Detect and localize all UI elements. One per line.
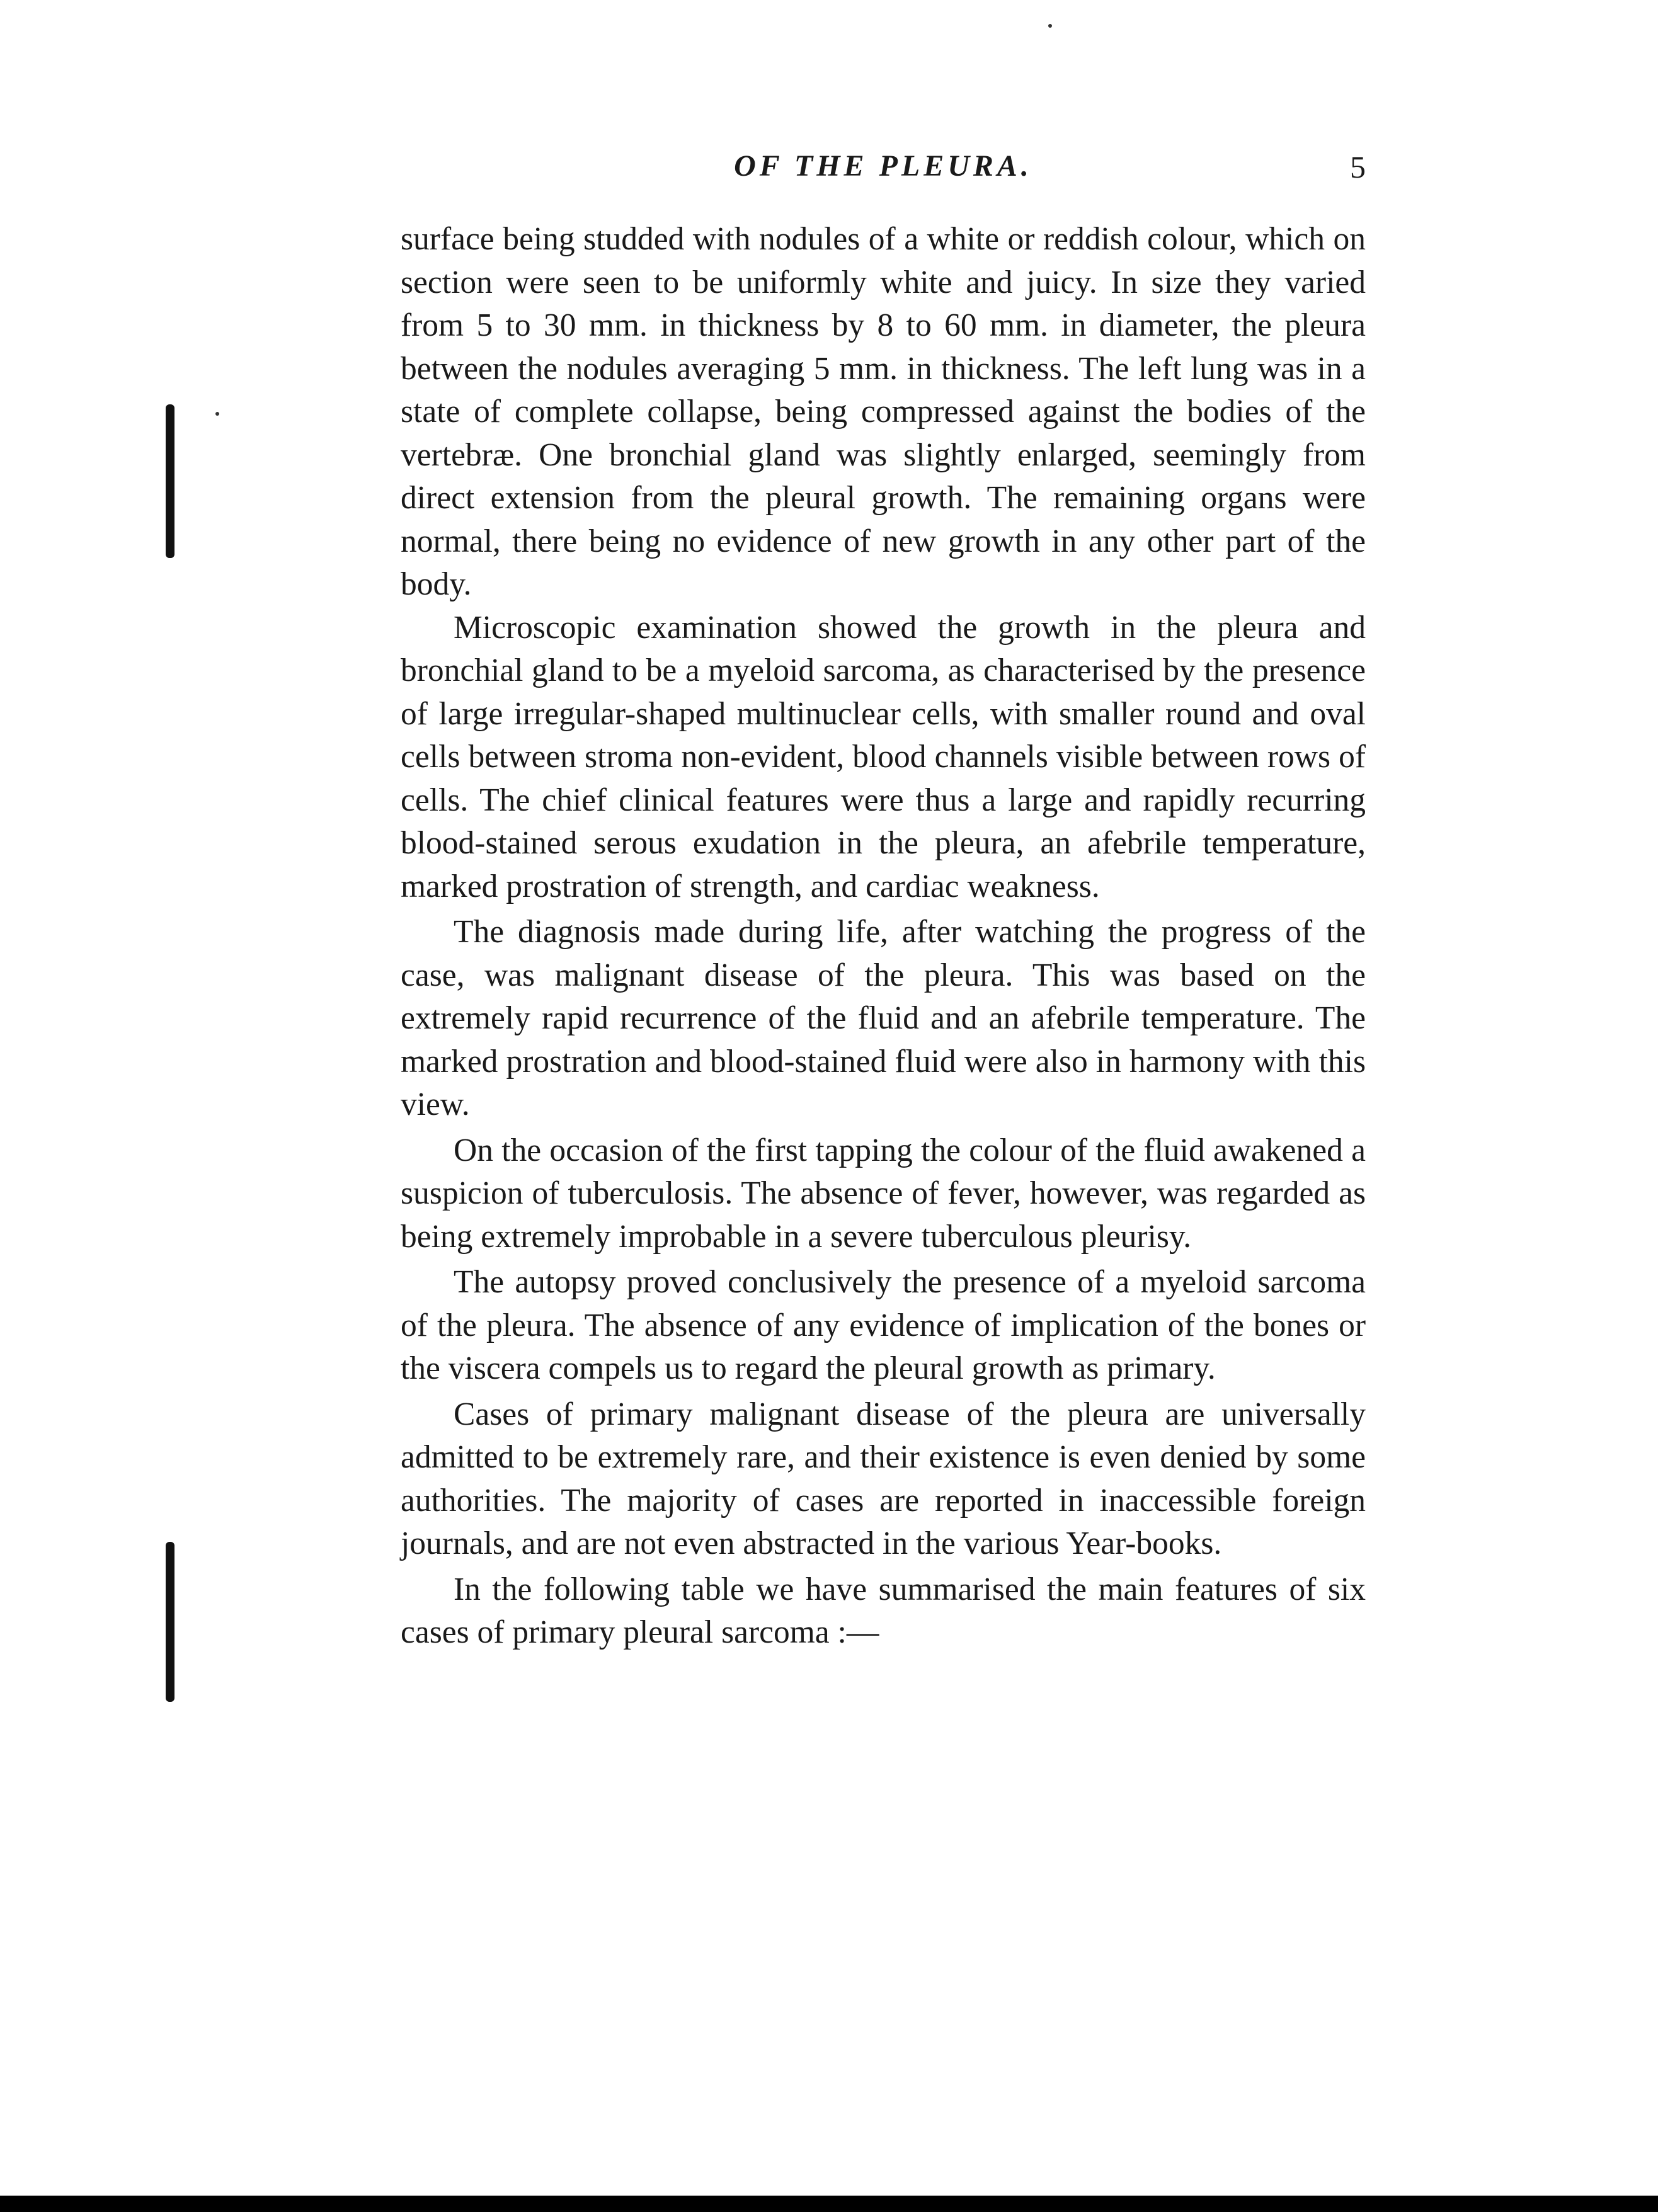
scan-speck <box>215 412 219 416</box>
binding-mark-top <box>166 404 174 558</box>
body-text <box>401 218 1366 1655</box>
paragraph-autopsy: The autopsy proved conclusively the presence of a myeloid sarcoma of the pleura. The absence of any evidence of implication of the bones or the viscera compels us to regard the pleural growth as primary. <box>401 1264 1366 1386</box>
paragraph-first-tapping: On the occasion of the first tapping the colour of the fluid awakened a suspicion of tuberculosis. The absence of fever, however, was regarded as being extremely improbable in a severe tuberculous pleurisy. <box>401 1132 1366 1255</box>
paragraph-diagnosis: The diagnosis made during life, after watching the progress of the case, was malignant disease of the pleura. This was based on the extremely rapid recurrence of the fluid and an afebrile temperature. The marked prostration and blood-stained fluid were also in harmony with this view. <box>401 914 1366 1122</box>
scan-speck <box>1048 24 1052 28</box>
binding-mark-bottom <box>166 1542 174 1702</box>
paragraph-microscopic-examination: Microscopic examination showed the growth in the pleura and bronchial gland to be a myeloid sarcoma, as characterised by the presence of large irregular-shaped multinuclear cells, with smaller round and oval cells between stroma non-evident, blood channels visible between rows of cells. The chief clinical features were thus a large and rapidly recurring blood-stained serous exudation in the pleura, an afebrile temperature, marked prostration of strength, and cardiac weakness. <box>401 609 1366 904</box>
paragraph-table-intro: In the following table we have summarised the main features of six cases of primary pleural sarcoma :— <box>401 1571 1366 1650</box>
running-head: OF THE PLEURA. <box>734 149 1032 183</box>
paragraph-rare-cases: Cases of primary malignant disease of the pleura are universally admitted to be extremely rare, and their existence is even denied by some authorities. The majority of cases are reported in inaccessible foreign journals, and are not even abstracted in the various Year-books. <box>401 1396 1366 1561</box>
scan-bottom-edge <box>0 2196 1658 2212</box>
page-number: 5 <box>1350 149 1366 185</box>
page-header <box>401 140 1366 197</box>
paragraph-continued: surface being studded with nodules of a white or reddish colour, which on section were seen to be uniformly white and juicy. In size they varied from 5 to 30 mm. in thickness by 8 to 60 mm. in diameter, the pleura between the nodules averaging 5 mm. in thickness. The left lung was in a state of complete collapse, being compressed against the bodies of the vertebræ. One bronchial gland was slightly enlarged, seemingly from direct extension from the pleural growth. The remaining organs were normal, there being no evidence of new growth in any other part of the body. <box>401 221 1366 602</box>
